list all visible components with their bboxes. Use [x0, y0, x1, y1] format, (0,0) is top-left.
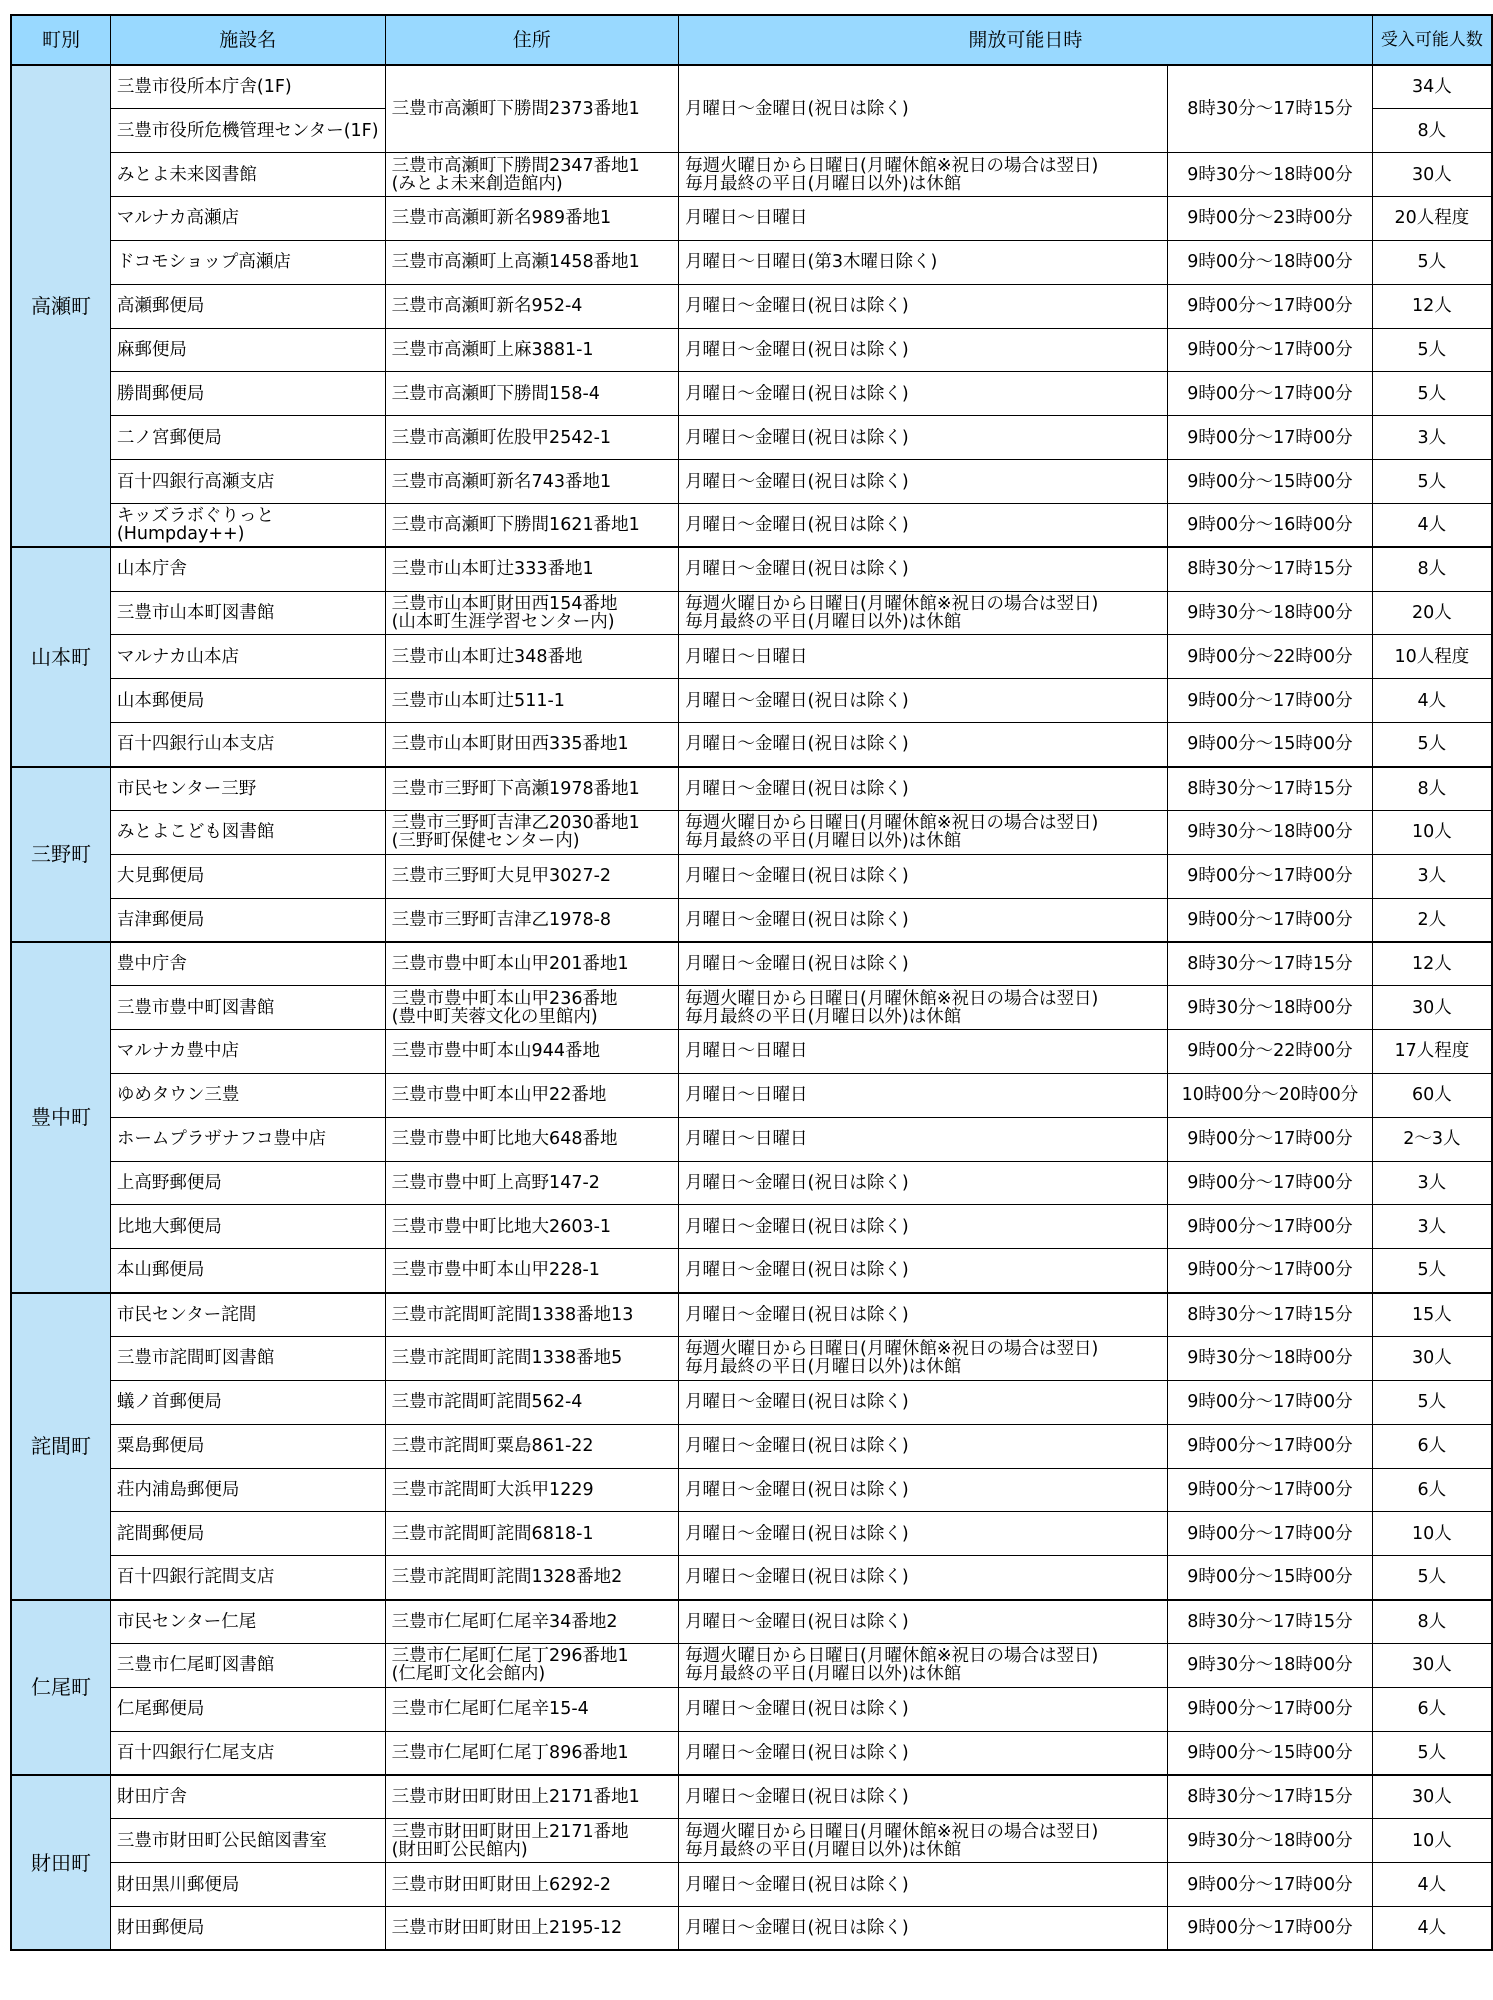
address: 三豊市詫間町詫間1328番地2: [385, 1556, 679, 1600]
table-row: [11, 197, 1492, 241]
capacity: 10人: [1372, 1819, 1492, 1863]
address: 三豊市山本町財田西335番地1: [385, 723, 679, 767]
open-days: 毎週火曜日から日曜日(月曜休館※祝日の場合は翌日) 毎月最終の平日(月曜日以外)は休館: [679, 810, 1168, 854]
capacity: 3人: [1372, 416, 1492, 460]
capacity: 2～3人: [1372, 1117, 1492, 1161]
header-area: 町別: [11, 15, 110, 65]
open-days: 月曜日～金曜日(祝日は除く): [679, 416, 1168, 460]
table-row: [11, 942, 1492, 986]
capacity: 8人: [1372, 1600, 1492, 1644]
facility-name: 豊中庁舎: [110, 942, 385, 986]
open-hours: 8時30分～17時15分: [1168, 1775, 1373, 1819]
open-days: 月曜日～金曜日(祝日は除く): [679, 1775, 1168, 1819]
address: 三豊市豊中町本山甲201番地1: [385, 942, 679, 986]
capacity: 30人: [1372, 153, 1492, 197]
address: 三豊市山本町辻333番地1: [385, 547, 679, 591]
facility-name: キッズラボぐりっと (Humpday++): [110, 503, 385, 547]
facility-name: みとよこども図書館: [110, 810, 385, 854]
open-hours: 9時00分～15時00分: [1168, 460, 1373, 504]
open-hours: 9時00分～15時00分: [1168, 1731, 1373, 1775]
table-row: [11, 1863, 1492, 1907]
table-row: [11, 547, 1492, 591]
open-days: 月曜日～金曜日(祝日は除く): [679, 1249, 1168, 1293]
capacity: 4人: [1372, 503, 1492, 547]
table-row: [11, 1380, 1492, 1424]
area-cell: 仁尾町: [11, 1600, 110, 1775]
address: 三豊市仁尾町仁尾丁896番地1: [385, 1731, 679, 1775]
open-hours: 9時00分～17時00分: [1168, 416, 1373, 460]
header-address: 住所: [385, 15, 679, 65]
table-row: [11, 1731, 1492, 1775]
open-hours: 9時00分～17時00分: [1168, 1468, 1373, 1512]
table-row: [11, 416, 1492, 460]
open-hours: 8時30分～17時15分: [1168, 65, 1373, 153]
open-days: 毎週火曜日から日曜日(月曜休館※祝日の場合は翌日) 毎月最終の平日(月曜日以外)は休館: [679, 1643, 1168, 1687]
capacity: 10人程度: [1372, 635, 1492, 679]
table-row: [11, 635, 1492, 679]
table-row: [11, 1424, 1492, 1468]
facility-name: 二ノ宮郵便局: [110, 416, 385, 460]
open-days: 月曜日～金曜日(祝日は除く): [679, 1468, 1168, 1512]
address: 三豊市詫間町大浜甲1229: [385, 1468, 679, 1512]
table-row: [11, 503, 1492, 547]
address: 三豊市豊中町本山944番地: [385, 1030, 679, 1074]
facility-name: 財田黒川郵便局: [110, 1863, 385, 1907]
open-hours: 9時30分～18時00分: [1168, 1819, 1373, 1863]
address: 三豊市高瀬町新名743番地1: [385, 460, 679, 504]
open-days: 月曜日～金曜日(祝日は除く): [679, 372, 1168, 416]
table-row: [11, 1030, 1492, 1074]
open-hours: 9時00分～17時00分: [1168, 1380, 1373, 1424]
table-row: [11, 284, 1492, 328]
address: 三豊市高瀬町上麻3881-1: [385, 328, 679, 372]
table-row: [11, 328, 1492, 372]
capacity: 3人: [1372, 1205, 1492, 1249]
open-hours: 9時00分～17時00分: [1168, 328, 1373, 372]
open-hours: 8時30分～17時15分: [1168, 767, 1373, 811]
facility-name: 財田郵便局: [110, 1906, 385, 1950]
facility-name: 市民センター詫間: [110, 1293, 385, 1337]
facility-name: 荘内浦島郵便局: [110, 1468, 385, 1512]
table-row: [11, 1293, 1492, 1337]
open-hours: 9時00分～22時00分: [1168, 1030, 1373, 1074]
address: 三豊市高瀬町佐股甲2542-1: [385, 416, 679, 460]
address: 三豊市豊中町比地大648番地: [385, 1117, 679, 1161]
table-row: [11, 1643, 1492, 1687]
facility-name: 百十四銀行山本支店: [110, 723, 385, 767]
table-row: [11, 1073, 1492, 1117]
open-days: 月曜日～金曜日(祝日は除く): [679, 679, 1168, 723]
open-days: 月曜日～金曜日(祝日は除く): [679, 1161, 1168, 1205]
table-row: [11, 65, 1492, 109]
table-row: [11, 1161, 1492, 1205]
address: 三豊市高瀬町下勝間2347番地1 (みとよ未来創造館内): [385, 153, 679, 197]
open-days: 月曜日～金曜日(祝日は除く): [679, 723, 1168, 767]
table-row: [11, 1205, 1492, 1249]
open-hours: 9時00分～17時00分: [1168, 1249, 1373, 1293]
address: 三豊市詫間町詫間6818-1: [385, 1512, 679, 1556]
open-hours: 9時00分～17時00分: [1168, 1687, 1373, 1731]
open-days: 毎週火曜日から日曜日(月曜休館※祝日の場合は翌日) 毎月最終の平日(月曜日以外)は休館: [679, 1819, 1168, 1863]
address: 三豊市山本町辻348番地: [385, 635, 679, 679]
table-row: [11, 810, 1492, 854]
open-days: 月曜日～日曜日: [679, 197, 1168, 241]
facility-name: 勝間郵便局: [110, 372, 385, 416]
facility-name: 高瀬郵便局: [110, 284, 385, 328]
facility-name: 三豊市財田町公民館図書室: [110, 1819, 385, 1863]
open-days: 月曜日～金曜日(祝日は除く): [679, 1906, 1168, 1950]
capacity: 12人: [1372, 942, 1492, 986]
facility-name: ドコモショップ高瀬店: [110, 240, 385, 284]
capacity: 4人: [1372, 1906, 1492, 1950]
capacity: 6人: [1372, 1424, 1492, 1468]
capacity: 5人: [1372, 723, 1492, 767]
table-row: [11, 1512, 1492, 1556]
capacity: 5人: [1372, 1380, 1492, 1424]
facility-name: みとよ未来図書館: [110, 153, 385, 197]
facility-name: マルナカ豊中店: [110, 1030, 385, 1074]
facility-name: 三豊市役所危機管理センター(1F): [110, 109, 385, 153]
open-hours: 9時30分～18時00分: [1168, 591, 1373, 635]
open-days: 月曜日～金曜日(祝日は除く): [679, 1424, 1168, 1468]
open-hours: 9時00分～23時00分: [1168, 197, 1373, 241]
header-open-time: 開放可能日時: [679, 15, 1373, 65]
open-hours: 9時00分～22時00分: [1168, 635, 1373, 679]
address: 三豊市高瀬町新名989番地1: [385, 197, 679, 241]
facility-name: 山本庁舎: [110, 547, 385, 591]
facility-name: 大見郵便局: [110, 854, 385, 898]
open-days: 月曜日～金曜日(祝日は除く): [679, 898, 1168, 942]
table-row: [11, 1687, 1492, 1731]
capacity: 2人: [1372, 898, 1492, 942]
address: 三豊市仁尾町仁尾辛34番地2: [385, 1600, 679, 1644]
open-days: 月曜日～金曜日(祝日は除く): [679, 1380, 1168, 1424]
address: 三豊市豊中町比地大2603-1: [385, 1205, 679, 1249]
table-row: [11, 1600, 1492, 1644]
table-body: [11, 65, 1492, 1950]
table-row: [11, 153, 1492, 197]
open-days: 月曜日～金曜日(祝日は除く): [679, 503, 1168, 547]
area-cell: 財田町: [11, 1775, 110, 1950]
address: 三豊市詫間町粟島861-22: [385, 1424, 679, 1468]
open-days: 月曜日～金曜日(祝日は除く): [679, 65, 1168, 153]
open-hours: 9時00分～17時00分: [1168, 1161, 1373, 1205]
facility-name: 財田庁舎: [110, 1775, 385, 1819]
capacity: 30人: [1372, 1643, 1492, 1687]
capacity: 5人: [1372, 1556, 1492, 1600]
address: 三豊市財田町財田上2171番地1: [385, 1775, 679, 1819]
capacity: 5人: [1372, 1249, 1492, 1293]
address: 三豊市三野町吉津乙2030番地1 (三野町保健センター内): [385, 810, 679, 854]
open-days: 毎週火曜日から日曜日(月曜休館※祝日の場合は翌日) 毎月最終の平日(月曜日以外)は休館: [679, 153, 1168, 197]
open-days: 月曜日～金曜日(祝日は除く): [679, 942, 1168, 986]
open-days: 月曜日～金曜日(祝日は除く): [679, 1205, 1168, 1249]
header-row: [11, 15, 1492, 65]
capacity: 30人: [1372, 986, 1492, 1030]
table-row: [11, 854, 1492, 898]
capacity: 3人: [1372, 1161, 1492, 1205]
facility-name: 山本郵便局: [110, 679, 385, 723]
open-days: 月曜日～金曜日(祝日は除く): [679, 284, 1168, 328]
open-hours: 9時00分～17時00分: [1168, 1512, 1373, 1556]
facility-name: ゆめタウン三豊: [110, 1073, 385, 1117]
facility-name: 百十四銀行詫間支店: [110, 1556, 385, 1600]
open-days: 月曜日～金曜日(祝日は除く): [679, 854, 1168, 898]
capacity: 15人: [1372, 1293, 1492, 1337]
open-days: 月曜日～日曜日: [679, 635, 1168, 679]
open-days: 毎週火曜日から日曜日(月曜休館※祝日の場合は翌日) 毎月最終の平日(月曜日以外)は休館: [679, 1336, 1168, 1380]
capacity: 30人: [1372, 1336, 1492, 1380]
capacity: 6人: [1372, 1468, 1492, 1512]
open-hours: 9時00分～17時00分: [1168, 1906, 1373, 1950]
facility-name: 三豊市詫間町図書館: [110, 1336, 385, 1380]
open-hours: 9時00分～16時00分: [1168, 503, 1373, 547]
table-row: [11, 767, 1492, 811]
open-hours: 9時30分～18時00分: [1168, 810, 1373, 854]
facility-name: 比地大郵便局: [110, 1205, 385, 1249]
open-hours: 9時30分～18時00分: [1168, 1643, 1373, 1687]
table-row: [11, 679, 1492, 723]
facility-name: マルナカ山本店: [110, 635, 385, 679]
address: 三豊市高瀬町下勝間158-4: [385, 372, 679, 416]
address: 三豊市山本町辻511-1: [385, 679, 679, 723]
facility-name: 三豊市仁尾町図書館: [110, 1643, 385, 1687]
address: 三豊市高瀬町新名952-4: [385, 284, 679, 328]
header-capacity: 受入可能人数: [1372, 15, 1492, 65]
facility-name: 市民センター仁尾: [110, 1600, 385, 1644]
facility-name: 三豊市役所本庁舎(1F): [110, 65, 385, 109]
address: 三豊市山本町財田西154番地 (山本町生涯学習センター内): [385, 591, 679, 635]
open-days: 月曜日～金曜日(祝日は除く): [679, 460, 1168, 504]
facility-name: 粟島郵便局: [110, 1424, 385, 1468]
open-days: 月曜日～金曜日(祝日は除く): [679, 1863, 1168, 1907]
facility-name: 吉津郵便局: [110, 898, 385, 942]
table-row: [11, 1819, 1492, 1863]
open-hours: 9時00分～15時00分: [1168, 723, 1373, 767]
table-row: [11, 1468, 1492, 1512]
capacity: 30人: [1372, 1775, 1492, 1819]
open-hours: 9時00分～18時00分: [1168, 240, 1373, 284]
area-cell: 豊中町: [11, 942, 110, 1293]
facility-table: [10, 14, 1493, 1951]
capacity: 3人: [1372, 854, 1492, 898]
capacity: 5人: [1372, 240, 1492, 284]
table-row: [11, 1336, 1492, 1380]
area-cell: 詫間町: [11, 1293, 110, 1600]
open-hours: 9時00分～17時00分: [1168, 1205, 1373, 1249]
capacity: 10人: [1372, 1512, 1492, 1556]
open-hours: 9時00分～17時00分: [1168, 1863, 1373, 1907]
capacity: 8人: [1372, 767, 1492, 811]
open-hours: 9時00分～17時00分: [1168, 1117, 1373, 1161]
address: 三豊市仁尾町仁尾辛15-4: [385, 1687, 679, 1731]
open-days: 月曜日～金曜日(祝日は除く): [679, 328, 1168, 372]
area-cell: 高瀬町: [11, 65, 110, 547]
address: 三豊市豊中町本山甲22番地: [385, 1073, 679, 1117]
table-row: [11, 1249, 1492, 1293]
facility-name: 三豊市山本町図書館: [110, 591, 385, 635]
open-hours: 9時30分～18時00分: [1168, 1336, 1373, 1380]
address: 三豊市豊中町本山甲228-1: [385, 1249, 679, 1293]
open-hours: 8時30分～17時15分: [1168, 1293, 1373, 1337]
capacity: 17人程度: [1372, 1030, 1492, 1074]
capacity: 5人: [1372, 1731, 1492, 1775]
address: 三豊市詫間町詫間1338番地13: [385, 1293, 679, 1337]
facility-name: 詫間郵便局: [110, 1512, 385, 1556]
table-row: [11, 986, 1492, 1030]
table-row: [11, 898, 1492, 942]
address: 三豊市三野町吉津乙1978-8: [385, 898, 679, 942]
address: 三豊市三野町下高瀬1978番地1: [385, 767, 679, 811]
open-days: 月曜日～日曜日: [679, 1030, 1168, 1074]
open-days: 月曜日～金曜日(祝日は除く): [679, 547, 1168, 591]
facility-name: 百十四銀行仁尾支店: [110, 1731, 385, 1775]
table-row: [11, 723, 1492, 767]
capacity: 4人: [1372, 1863, 1492, 1907]
area-cell: 山本町: [11, 547, 110, 766]
facility-name: マルナカ高瀬店: [110, 197, 385, 241]
open-hours: 9時00分～17時00分: [1168, 854, 1373, 898]
open-hours: 8時30分～17時15分: [1168, 942, 1373, 986]
open-days: 月曜日～金曜日(祝日は除く): [679, 767, 1168, 811]
open-hours: 10時00分～20時00分: [1168, 1073, 1373, 1117]
open-days: 月曜日～金曜日(祝日は除く): [679, 1512, 1168, 1556]
capacity: 20人程度: [1372, 197, 1492, 241]
facility-name: 本山郵便局: [110, 1249, 385, 1293]
table-row: [11, 460, 1492, 504]
facility-name: 百十四銀行高瀬支店: [110, 460, 385, 504]
open-days: 月曜日～金曜日(祝日は除く): [679, 1731, 1168, 1775]
address: 三豊市豊中町上高野147-2: [385, 1161, 679, 1205]
open-hours: 9時00分～17時00分: [1168, 1424, 1373, 1468]
table-row: [11, 1775, 1492, 1819]
open-hours: 9時00分～17時00分: [1168, 679, 1373, 723]
address: 三豊市詫間町詫間562-4: [385, 1380, 679, 1424]
address: 三豊市財田町財田上2195-12: [385, 1906, 679, 1950]
open-days: 月曜日～金曜日(祝日は除く): [679, 1556, 1168, 1600]
address: 三豊市高瀬町下勝間1621番地1: [385, 503, 679, 547]
address: 三豊市詫間町詫間1338番地5: [385, 1336, 679, 1380]
capacity: 6人: [1372, 1687, 1492, 1731]
capacity: 5人: [1372, 328, 1492, 372]
table-row: [11, 1117, 1492, 1161]
address: 三豊市三野町大見甲3027-2: [385, 854, 679, 898]
capacity: 5人: [1372, 460, 1492, 504]
capacity: 5人: [1372, 372, 1492, 416]
open-hours: 9時30分～18時00分: [1168, 153, 1373, 197]
address: 三豊市豊中町本山甲236番地 (豊中町芙蓉文化の里館内): [385, 986, 679, 1030]
capacity: 4人: [1372, 679, 1492, 723]
table-row: [11, 372, 1492, 416]
area-cell: 三野町: [11, 767, 110, 942]
open-hours: 9時30分～18時00分: [1168, 986, 1373, 1030]
open-days: 毎週火曜日から日曜日(月曜休館※祝日の場合は翌日) 毎月最終の平日(月曜日以外)は休館: [679, 986, 1168, 1030]
facility-name: ホームプラザナフコ豊中店: [110, 1117, 385, 1161]
capacity: 12人: [1372, 284, 1492, 328]
capacity: 60人: [1372, 1073, 1492, 1117]
capacity: 34人: [1372, 65, 1492, 109]
table-row: [11, 1906, 1492, 1950]
open-days: 月曜日～日曜日(第3木曜日除く): [679, 240, 1168, 284]
facility-name: 麻郵便局: [110, 328, 385, 372]
open-hours: 9時00分～17時00分: [1168, 372, 1373, 416]
header-facility: 施設名: [110, 15, 385, 65]
open-days: 月曜日～金曜日(祝日は除く): [679, 1687, 1168, 1731]
capacity: 8人: [1372, 547, 1492, 591]
open-hours: 8時30分～17時15分: [1168, 1600, 1373, 1644]
table-row: [11, 240, 1492, 284]
facility-name: 三豊市豊中町図書館: [110, 986, 385, 1030]
facility-name: 蟻ノ首郵便局: [110, 1380, 385, 1424]
open-days: 月曜日～日曜日: [679, 1073, 1168, 1117]
facility-name: 市民センター三野: [110, 767, 385, 811]
table-row: [11, 1556, 1492, 1600]
table-row: [11, 591, 1492, 635]
open-days: 月曜日～金曜日(祝日は除く): [679, 1600, 1168, 1644]
open-hours: 9時00分～17時00分: [1168, 284, 1373, 328]
open-hours: 9時00分～15時00分: [1168, 1556, 1373, 1600]
open-days: 毎週火曜日から日曜日(月曜休館※祝日の場合は翌日) 毎月最終の平日(月曜日以外)は休館: [679, 591, 1168, 635]
open-days: 月曜日～金曜日(祝日は除く): [679, 1293, 1168, 1337]
facility-name: 仁尾郵便局: [110, 1687, 385, 1731]
facility-table-container: [10, 14, 1493, 1951]
open-days: 月曜日～日曜日: [679, 1117, 1168, 1161]
capacity: 8人: [1372, 109, 1492, 153]
facility-name: 上高野郵便局: [110, 1161, 385, 1205]
address: 三豊市仁尾町仁尾丁296番地1 (仁尾町文化会館内): [385, 1643, 679, 1687]
address: 三豊市財田町財田上2171番地 (財田町公民館内): [385, 1819, 679, 1863]
address: 三豊市高瀬町下勝間2373番地1: [385, 65, 679, 153]
address: 三豊市高瀬町上高瀬1458番地1: [385, 240, 679, 284]
open-hours: 8時30分～17時15分: [1168, 547, 1373, 591]
open-hours: 9時00分～17時00分: [1168, 898, 1373, 942]
address: 三豊市財田町財田上6292-2: [385, 1863, 679, 1907]
capacity: 10人: [1372, 810, 1492, 854]
capacity: 20人: [1372, 591, 1492, 635]
